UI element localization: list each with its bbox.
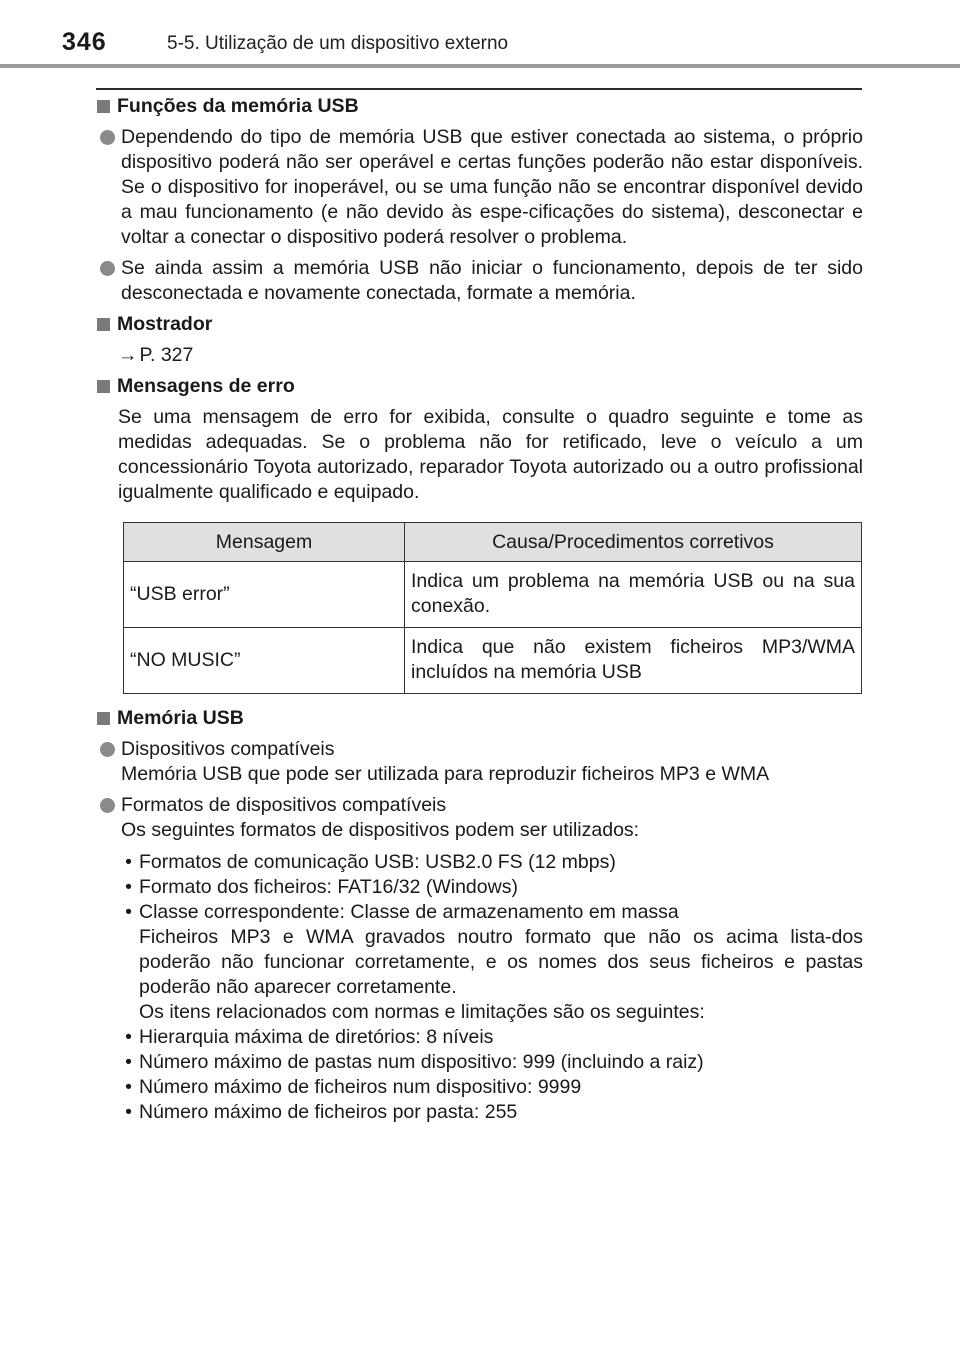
spec-item [118,1025,863,1050]
dot-marker: • [125,851,132,873]
spec-text: Classe correspondente: Classe de armazenamento em massa [139,901,679,923]
bullet-text: Memória USB que pode ser utilizada para reproduzir ficheiros MP3 e WMA [121,763,770,785]
section-title: Mensagens de erro [117,375,295,397]
spec-text: Número máximo de pastas num dispositivo: 999 (incluindo a raiz) [139,1051,704,1073]
circle-bullet-icon [100,130,115,145]
spec-item [118,850,863,875]
table-cell: “USB error” [124,562,405,628]
page-content [97,94,863,1125]
spec-item [118,875,863,900]
table-header-row [124,523,862,562]
bullet-body [121,793,863,843]
paragraph: Se uma mensagem de erro for exibida, consulte o quadro seguinte e tome as medidas adequadas. Se o problema não for retificado, leve o veículo a um concessionário Toyota autorizado, reparador Toyota autorizado ou a outro profissional igualmente qualificado e equipado. [118,406,863,503]
circle-bullet-icon [100,261,115,276]
arrow-right-icon: → [118,344,138,366]
dot-marker: • [125,901,132,923]
page-reference-text: P. 327 [139,344,194,366]
page-reference[interactable] [97,343,863,368]
bullet-text: Dependendo do tipo de memória USB que estiver conectada ao sistema, o próprio dispositivo poderá não ser operável e certas funções poderão não estar disponíveis. Se o dispositivo for inoperável, ou se uma função não se encontrar disponível devido a mau funcionamento (e não devido às espe-cificações do sistema), desconectar e voltar a conectar o dispositivo poderá resolver o problema. [121,126,863,248]
bullet-text: Se ainda assim a memória USB não iniciar o funcionamento, depois de ter sido desconectada e novamente conectada, formate a memória. [121,257,863,304]
dot-marker: • [125,1051,132,1073]
note-text: Ficheiros MP3 e WMA gravados noutro formato que não os acima lista-dos poderão não funcionar corretamente, e os nomes dos seus ficheiros e pastas poderão não aparecer corretamente. [139,926,863,998]
header-rule [0,64,960,68]
spec-item [118,900,863,925]
spec-item [118,1050,863,1075]
bullet-title: Dispositivos compatíveis [121,738,335,760]
section-heading [97,312,863,337]
table-cell: “NO MUSIC” [124,628,405,694]
circle-bullet-icon [100,798,115,813]
dot-marker: • [125,1026,132,1048]
content-rule [96,88,862,90]
spec-list [97,850,863,1125]
dot-marker: • [125,1101,132,1123]
square-bullet-icon [97,318,110,331]
note-text: Os itens relacionados com normas e limitações são os seguintes: [139,1001,705,1023]
bullet-title: Formatos de dispositivos compatíveis [121,794,447,816]
note-spacer [118,925,139,1000]
section-title: Funções da memória USB [117,95,359,117]
table-cell: Indica que não existem ficheiros MP3/WMA incluídos na memória USB [405,628,862,694]
dot-marker: • [125,876,132,898]
section-title: Mostrador [117,313,213,335]
dot-marker: • [125,1076,132,1098]
section-heading [97,374,863,399]
error-messages-table [123,522,862,694]
square-bullet-icon [97,712,110,725]
page-number: 346 [62,28,107,56]
square-bullet-icon [97,100,110,113]
spec-text: Hierarquia máxima de diretórios: 8 níveis [139,1026,494,1048]
section-heading [97,706,863,731]
section-title: Memória USB [117,707,244,729]
spec-text: Número máximo de ficheiros num dispositivo: 9999 [139,1076,582,1098]
spec-text: Número máximo de ficheiros por pasta: 255 [139,1101,518,1123]
circle-bullet-icon [100,742,115,757]
spec-item [118,1100,863,1125]
note [118,1000,863,1025]
column-header: Mensagem [124,523,405,562]
table-row [124,562,862,628]
note [118,925,863,1000]
table-row [124,628,862,694]
square-bullet-icon [97,380,110,393]
column-header: Causa/Procedimentos corretivos [405,523,862,562]
running-header: 5-5. Utilização de um dispositivo externo [167,33,509,54]
note-spacer [118,1000,139,1025]
spec-item [118,1075,863,1100]
list-item [97,256,863,306]
list-item [97,793,863,843]
bullet-body [121,737,863,787]
bullet-text: Os seguintes formatos de dispositivos podem ser utilizados: [121,819,640,841]
list-item [97,737,863,787]
list-item [97,125,863,250]
section-heading [97,94,863,119]
table-cell: Indica um problema na memória USB ou na sua conexão. [405,562,862,628]
spec-text: Formato dos ficheiros: FAT16/32 (Windows) [139,876,518,898]
spec-text: Formatos de comunicação USB: USB2.0 FS (12 mbps) [139,851,616,873]
